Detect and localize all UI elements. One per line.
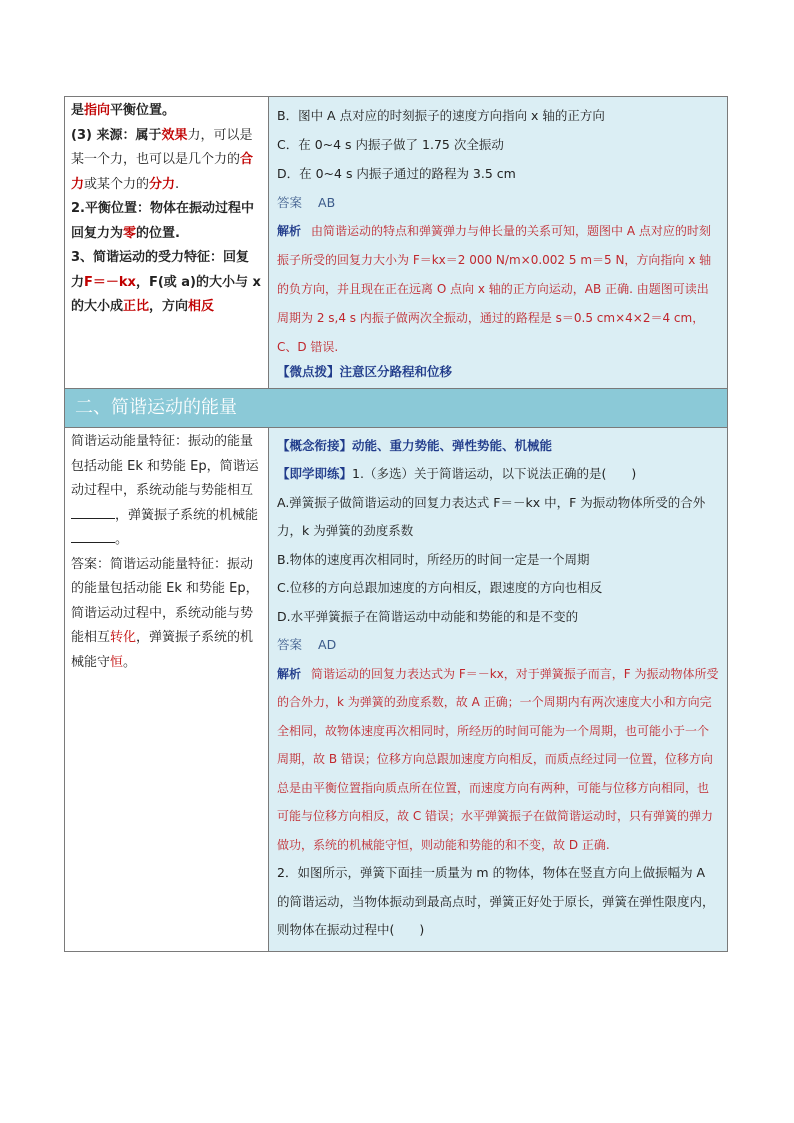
answer-line: 答案 AB [277,195,336,210]
lesson-table [64,96,728,952]
fill-blank-1[interactable] [71,504,115,519]
concept-link: 【概念衔接】动能、重力势能、弹性势能、机械能 [277,438,553,453]
source-line: (3) 来源：属于效果力，可以是某一个力，也可以是几个力的合力或某个力的分力. [71,127,254,192]
pointing-line: 是指向平衡位置。 [71,103,176,118]
question-1: 【即学即练】1.（多选）关于简谐运动，以下说法正确的是( ) [277,466,637,481]
top-row [65,97,728,389]
top-right-cell [269,97,728,389]
q1-explanation: 解析 简谐运动的回复力表达式为 F＝－kx，对于弹簧振子而言，F 为振动物体所受的合外力，k 为弹簧的劲度系数，故 A 正确；一个周期内有两次速度大小和方向完全相同，故物体速度再次相同时，所经历的时间可能为一个周期，也可能小于一个周期，故 B 错误；位移方向总跟加速度方向相反，而质点经过同一位置，位移方向总是由平衡位置指向质点所在位置，而速度方向有两种，可能与位移方向相同，也可能与位移方向相反，故 C 错误；水平弹簧振子在做简谐运动时，只有弹簧的弹力做功，系统的机械能守恒，则动能和势能的和不变，故 D 正确. [277,666,719,852]
bottom-row [65,428,728,952]
q1-option-c: C.位移的方向总跟加速度的方向相反，跟速度的方向也相反 [277,580,603,595]
bottom-right-cell [269,428,728,952]
q1-option-d: D.水平弹簧振子在简谐运动中动能和势能的和是不变的 [277,608,579,624]
force-feature-line: 3、简谐运动的受力特征：回复力F＝－kx，F(或 a)的大小与 x 的大小成正比，方向相反 [71,250,261,314]
bottom-left-cell [65,428,269,952]
top-left-cell [65,97,269,389]
section-header-cell [65,389,728,428]
tip-line: 【微点拨】注意区分路程和位移 [277,364,453,379]
q1-option-a: A.弹簧振子做简谐运动的回复力表达式 F＝－kx 中，F 为振动物体所受的合外力，k 为弹簧的劲度系数 [277,494,706,538]
q1-answer-line: 答案 AD [277,637,337,652]
energy-question: 简谐运动能量特征：振动的能量包括动能 Ek 和势能 Ep，简谐运动过程中，系统动能与势能相互，弹簧振子系统的机械能。 [71,434,259,547]
section-header-row [65,389,728,428]
equilibrium-line: 2.平衡位置：物体在振动过程中回复力为零的位置. [71,201,254,241]
energy-answer: 答案：简谐运动能量特征：振动的能量包括动能 Ek 和势能 Ep，简谐运动过程中，系统动能与势能相互转化，弹簧振子系统的机械能守恒。 [71,556,259,670]
q1-option-b: B.物体的速度再次相同时，所经历的时间一定是一个周期 [277,551,590,567]
explanation: 解析 由简谐运动的特点和弹簧弹力与伸长量的关系可知，题图中 A 点对应的时刻振子所受的回复力大小为 F＝kx＝2 000 N/m×0.002 5 m＝5 N，方向指向 x 轴的负方向，并且现在正在远离 O 点向 x 轴的正方向运动，AB 正确. 由题图可读出周期为 2 s,4 s 内振子做两次全振动，通过的路程是 s＝0.5 cm×4×2＝4 cm，C、D 错误. [277,224,712,354]
option-b: B．图中 A 点对应的时刻振子的速度方向指向 x 轴的正方向 [277,108,605,123]
option-d: D．在 0~4 s 内振子通过的路程为 3.5 cm [277,166,516,181]
option-c: C．在 0~4 s 内振子做了 1.75 次全振动 [277,137,504,152]
section-title: 二、简谐运动的能量 [75,397,237,418]
question-2: 2．如图所示，弹簧下面挂一质量为 m 的物体，物体在竖直方向上做振幅为 A 的简谐运动，当物体振动到最高点时，弹簧正好处于原长，弹簧在弹性限度内，则物体在振动过程中( ) [277,865,715,937]
worksheet-page [64,96,728,952]
fill-blank-2[interactable] [71,528,115,543]
